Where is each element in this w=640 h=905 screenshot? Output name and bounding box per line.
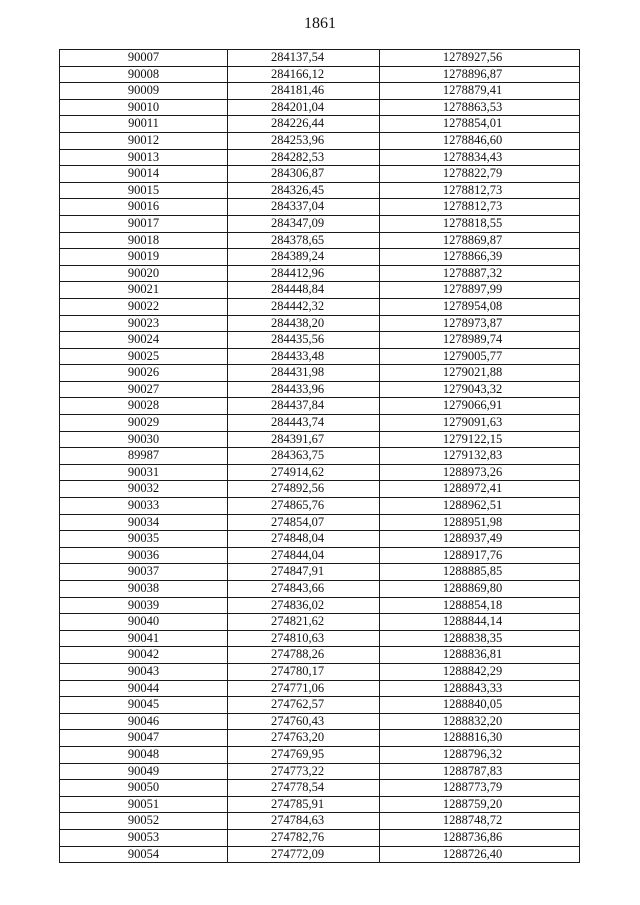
x-coordinate-cell: 284282,53 — [228, 149, 380, 166]
table-row — [60, 780, 580, 797]
table-row — [60, 265, 580, 282]
x-coordinate-cell: 274780,17 — [228, 663, 380, 680]
point-id-cell: 90031 — [60, 464, 228, 481]
x-coordinate-cell: 284347,09 — [228, 215, 380, 232]
x-coordinate-cell: 284253,96 — [228, 132, 380, 149]
x-coordinate-cell: 284201,04 — [228, 99, 380, 116]
point-id-cell: 90049 — [60, 763, 228, 780]
point-id-cell: 90043 — [60, 663, 228, 680]
point-id-cell: 90018 — [60, 232, 228, 249]
y-coordinate-cell: 1279021,88 — [380, 365, 580, 382]
point-id-cell: 90007 — [60, 50, 228, 67]
point-id-cell: 90048 — [60, 746, 228, 763]
point-id-cell: 90036 — [60, 547, 228, 564]
point-id-cell: 90008 — [60, 66, 228, 83]
y-coordinate-cell: 1288787,83 — [380, 763, 580, 780]
table-row — [60, 282, 580, 299]
y-coordinate-cell: 1278812,73 — [380, 182, 580, 199]
point-id-cell: 90016 — [60, 199, 228, 216]
x-coordinate-cell: 274773,22 — [228, 763, 380, 780]
table-row — [60, 215, 580, 232]
y-coordinate-cell: 1288869,80 — [380, 581, 580, 598]
y-coordinate-cell: 1278887,32 — [380, 265, 580, 282]
coordinates-table — [59, 49, 580, 863]
x-coordinate-cell: 274782,76 — [228, 829, 380, 846]
point-id-cell: 90032 — [60, 481, 228, 498]
y-coordinate-cell: 1288796,32 — [380, 746, 580, 763]
y-coordinate-cell: 1288736,86 — [380, 829, 580, 846]
y-coordinate-cell: 1278812,73 — [380, 199, 580, 216]
y-coordinate-cell: 1288748,72 — [380, 813, 580, 830]
table-row — [60, 149, 580, 166]
x-coordinate-cell: 274865,76 — [228, 498, 380, 515]
table-row — [60, 614, 580, 631]
x-coordinate-cell: 284389,24 — [228, 249, 380, 266]
y-coordinate-cell: 1288842,29 — [380, 663, 580, 680]
y-coordinate-cell: 1278896,87 — [380, 66, 580, 83]
x-coordinate-cell: 274836,02 — [228, 597, 380, 614]
x-coordinate-cell: 284181,46 — [228, 83, 380, 100]
y-coordinate-cell: 1288840,05 — [380, 697, 580, 714]
y-coordinate-cell: 1278866,39 — [380, 249, 580, 266]
y-coordinate-cell: 1288962,51 — [380, 498, 580, 515]
table-row — [60, 232, 580, 249]
table-row — [60, 166, 580, 183]
x-coordinate-cell: 274854,07 — [228, 514, 380, 531]
y-coordinate-cell: 1278822,79 — [380, 166, 580, 183]
x-coordinate-cell: 274772,09 — [228, 846, 380, 863]
x-coordinate-cell: 284438,20 — [228, 315, 380, 332]
point-id-cell: 90037 — [60, 564, 228, 581]
x-coordinate-cell: 284431,98 — [228, 365, 380, 382]
x-coordinate-cell: 274848,04 — [228, 531, 380, 548]
y-coordinate-cell: 1278897,99 — [380, 282, 580, 299]
x-coordinate-cell: 284443,74 — [228, 415, 380, 432]
y-coordinate-cell: 1278846,60 — [380, 132, 580, 149]
y-coordinate-cell: 1279066,91 — [380, 398, 580, 415]
table-row — [60, 581, 580, 598]
y-coordinate-cell: 1288838,35 — [380, 630, 580, 647]
x-coordinate-cell: 284391,67 — [228, 431, 380, 448]
table-row — [60, 713, 580, 730]
x-coordinate-cell: 274892,56 — [228, 481, 380, 498]
point-id-cell: 90027 — [60, 381, 228, 398]
table-row — [60, 796, 580, 813]
table-row — [60, 348, 580, 365]
point-id-cell: 90047 — [60, 730, 228, 747]
y-coordinate-cell: 1278854,01 — [380, 116, 580, 133]
x-coordinate-cell: 284378,65 — [228, 232, 380, 249]
y-coordinate-cell: 1288973,26 — [380, 464, 580, 481]
point-id-cell: 90051 — [60, 796, 228, 813]
point-id-cell: 90035 — [60, 531, 228, 548]
x-coordinate-cell: 274769,95 — [228, 746, 380, 763]
x-coordinate-cell: 284435,56 — [228, 332, 380, 349]
table-row — [60, 647, 580, 664]
y-coordinate-cell: 1288726,40 — [380, 846, 580, 863]
y-coordinate-cell: 1288836,81 — [380, 647, 580, 664]
x-coordinate-cell: 274821,62 — [228, 614, 380, 631]
y-coordinate-cell: 1278818,55 — [380, 215, 580, 232]
x-coordinate-cell: 274763,20 — [228, 730, 380, 747]
x-coordinate-cell: 274914,62 — [228, 464, 380, 481]
table-row — [60, 846, 580, 863]
table-row — [60, 464, 580, 481]
table-row — [60, 630, 580, 647]
point-id-cell: 90028 — [60, 398, 228, 415]
x-coordinate-cell: 274771,06 — [228, 680, 380, 697]
x-coordinate-cell: 274847,91 — [228, 564, 380, 581]
x-coordinate-cell: 284433,96 — [228, 381, 380, 398]
table-row — [60, 730, 580, 747]
point-id-cell: 90052 — [60, 813, 228, 830]
table-body — [60, 50, 580, 863]
x-coordinate-cell: 284306,87 — [228, 166, 380, 183]
table-row — [60, 481, 580, 498]
point-id-cell: 90033 — [60, 498, 228, 515]
x-coordinate-cell: 274778,54 — [228, 780, 380, 797]
point-id-cell: 90026 — [60, 365, 228, 382]
x-coordinate-cell: 274785,91 — [228, 796, 380, 813]
point-id-cell: 90034 — [60, 514, 228, 531]
point-id-cell: 90050 — [60, 780, 228, 797]
point-id-cell: 90015 — [60, 182, 228, 199]
y-coordinate-cell: 1278879,41 — [380, 83, 580, 100]
table-row — [60, 83, 580, 100]
x-coordinate-cell: 284437,84 — [228, 398, 380, 415]
table-row — [60, 116, 580, 133]
point-id-cell: 90030 — [60, 431, 228, 448]
table-row — [60, 249, 580, 266]
table-row — [60, 381, 580, 398]
table-row — [60, 514, 580, 531]
y-coordinate-cell: 1288951,98 — [380, 514, 580, 531]
point-id-cell: 90046 — [60, 713, 228, 730]
point-id-cell: 90040 — [60, 614, 228, 631]
x-coordinate-cell: 284226,44 — [228, 116, 380, 133]
table-row — [60, 50, 580, 67]
x-coordinate-cell: 274810,63 — [228, 630, 380, 647]
table-row — [60, 498, 580, 515]
point-id-cell: 89987 — [60, 448, 228, 465]
x-coordinate-cell: 274784,63 — [228, 813, 380, 830]
point-id-cell: 90017 — [60, 215, 228, 232]
x-coordinate-cell: 284326,45 — [228, 182, 380, 199]
point-id-cell: 90054 — [60, 846, 228, 863]
y-coordinate-cell: 1279091,63 — [380, 415, 580, 432]
y-coordinate-cell: 1288816,30 — [380, 730, 580, 747]
point-id-cell: 90009 — [60, 83, 228, 100]
point-id-cell: 90024 — [60, 332, 228, 349]
x-coordinate-cell: 284448,84 — [228, 282, 380, 299]
y-coordinate-cell: 1278954,08 — [380, 298, 580, 315]
point-id-cell: 90053 — [60, 829, 228, 846]
y-coordinate-cell: 1288972,41 — [380, 481, 580, 498]
x-coordinate-cell: 274844,04 — [228, 547, 380, 564]
table-row — [60, 99, 580, 116]
point-id-cell: 90013 — [60, 149, 228, 166]
table-row — [60, 66, 580, 83]
table-row — [60, 663, 580, 680]
x-coordinate-cell: 274760,43 — [228, 713, 380, 730]
point-id-cell: 90020 — [60, 265, 228, 282]
point-id-cell: 90011 — [60, 116, 228, 133]
table-row — [60, 697, 580, 714]
point-id-cell: 90045 — [60, 697, 228, 714]
x-coordinate-cell: 274843,66 — [228, 581, 380, 598]
y-coordinate-cell: 1278989,74 — [380, 332, 580, 349]
point-id-cell: 90022 — [60, 298, 228, 315]
table-row — [60, 315, 580, 332]
y-coordinate-cell: 1278973,87 — [380, 315, 580, 332]
x-coordinate-cell: 284337,04 — [228, 199, 380, 216]
point-id-cell: 90044 — [60, 680, 228, 697]
y-coordinate-cell: 1278927,56 — [380, 50, 580, 67]
y-coordinate-cell: 1288773,79 — [380, 780, 580, 797]
x-coordinate-cell: 284363,75 — [228, 448, 380, 465]
table-row — [60, 531, 580, 548]
y-coordinate-cell: 1288885,85 — [380, 564, 580, 581]
table-row — [60, 448, 580, 465]
point-id-cell: 90014 — [60, 166, 228, 183]
table-row — [60, 547, 580, 564]
table-row — [60, 398, 580, 415]
table-row — [60, 132, 580, 149]
y-coordinate-cell: 1288844,14 — [380, 614, 580, 631]
table-row — [60, 564, 580, 581]
table-row — [60, 415, 580, 432]
point-id-cell: 90029 — [60, 415, 228, 432]
y-coordinate-cell: 1279005,77 — [380, 348, 580, 365]
table-row — [60, 597, 580, 614]
point-id-cell: 90012 — [60, 132, 228, 149]
point-id-cell: 90042 — [60, 647, 228, 664]
table-row — [60, 746, 580, 763]
y-coordinate-cell: 1288937,49 — [380, 531, 580, 548]
point-id-cell: 90025 — [60, 348, 228, 365]
table-row — [60, 199, 580, 216]
page-number: 1861 — [304, 15, 336, 32]
x-coordinate-cell: 274788,26 — [228, 647, 380, 664]
table-row — [60, 431, 580, 448]
table-row — [60, 680, 580, 697]
x-coordinate-cell: 284137,54 — [228, 50, 380, 67]
point-id-cell: 90021 — [60, 282, 228, 299]
table-row — [60, 332, 580, 349]
y-coordinate-cell: 1288854,18 — [380, 597, 580, 614]
y-coordinate-cell: 1288832,20 — [380, 713, 580, 730]
table-row — [60, 829, 580, 846]
x-coordinate-cell: 284412,96 — [228, 265, 380, 282]
table-row — [60, 813, 580, 830]
y-coordinate-cell: 1288759,20 — [380, 796, 580, 813]
x-coordinate-cell: 274762,57 — [228, 697, 380, 714]
table-row — [60, 182, 580, 199]
point-id-cell: 90039 — [60, 597, 228, 614]
point-id-cell: 90038 — [60, 581, 228, 598]
x-coordinate-cell: 284433,48 — [228, 348, 380, 365]
point-id-cell: 90023 — [60, 315, 228, 332]
y-coordinate-cell: 1288917,76 — [380, 547, 580, 564]
point-id-cell: 90041 — [60, 630, 228, 647]
point-id-cell: 90019 — [60, 249, 228, 266]
table-row — [60, 298, 580, 315]
y-coordinate-cell: 1279132,83 — [380, 448, 580, 465]
y-coordinate-cell: 1278834,43 — [380, 149, 580, 166]
y-coordinate-cell: 1278869,87 — [380, 232, 580, 249]
y-coordinate-cell: 1279043,32 — [380, 381, 580, 398]
table-row — [60, 365, 580, 382]
table-row — [60, 763, 580, 780]
y-coordinate-cell: 1279122,15 — [380, 431, 580, 448]
y-coordinate-cell: 1288843,33 — [380, 680, 580, 697]
y-coordinate-cell: 1278863,53 — [380, 99, 580, 116]
point-id-cell: 90010 — [60, 99, 228, 116]
x-coordinate-cell: 284166,12 — [228, 66, 380, 83]
x-coordinate-cell: 284442,32 — [228, 298, 380, 315]
